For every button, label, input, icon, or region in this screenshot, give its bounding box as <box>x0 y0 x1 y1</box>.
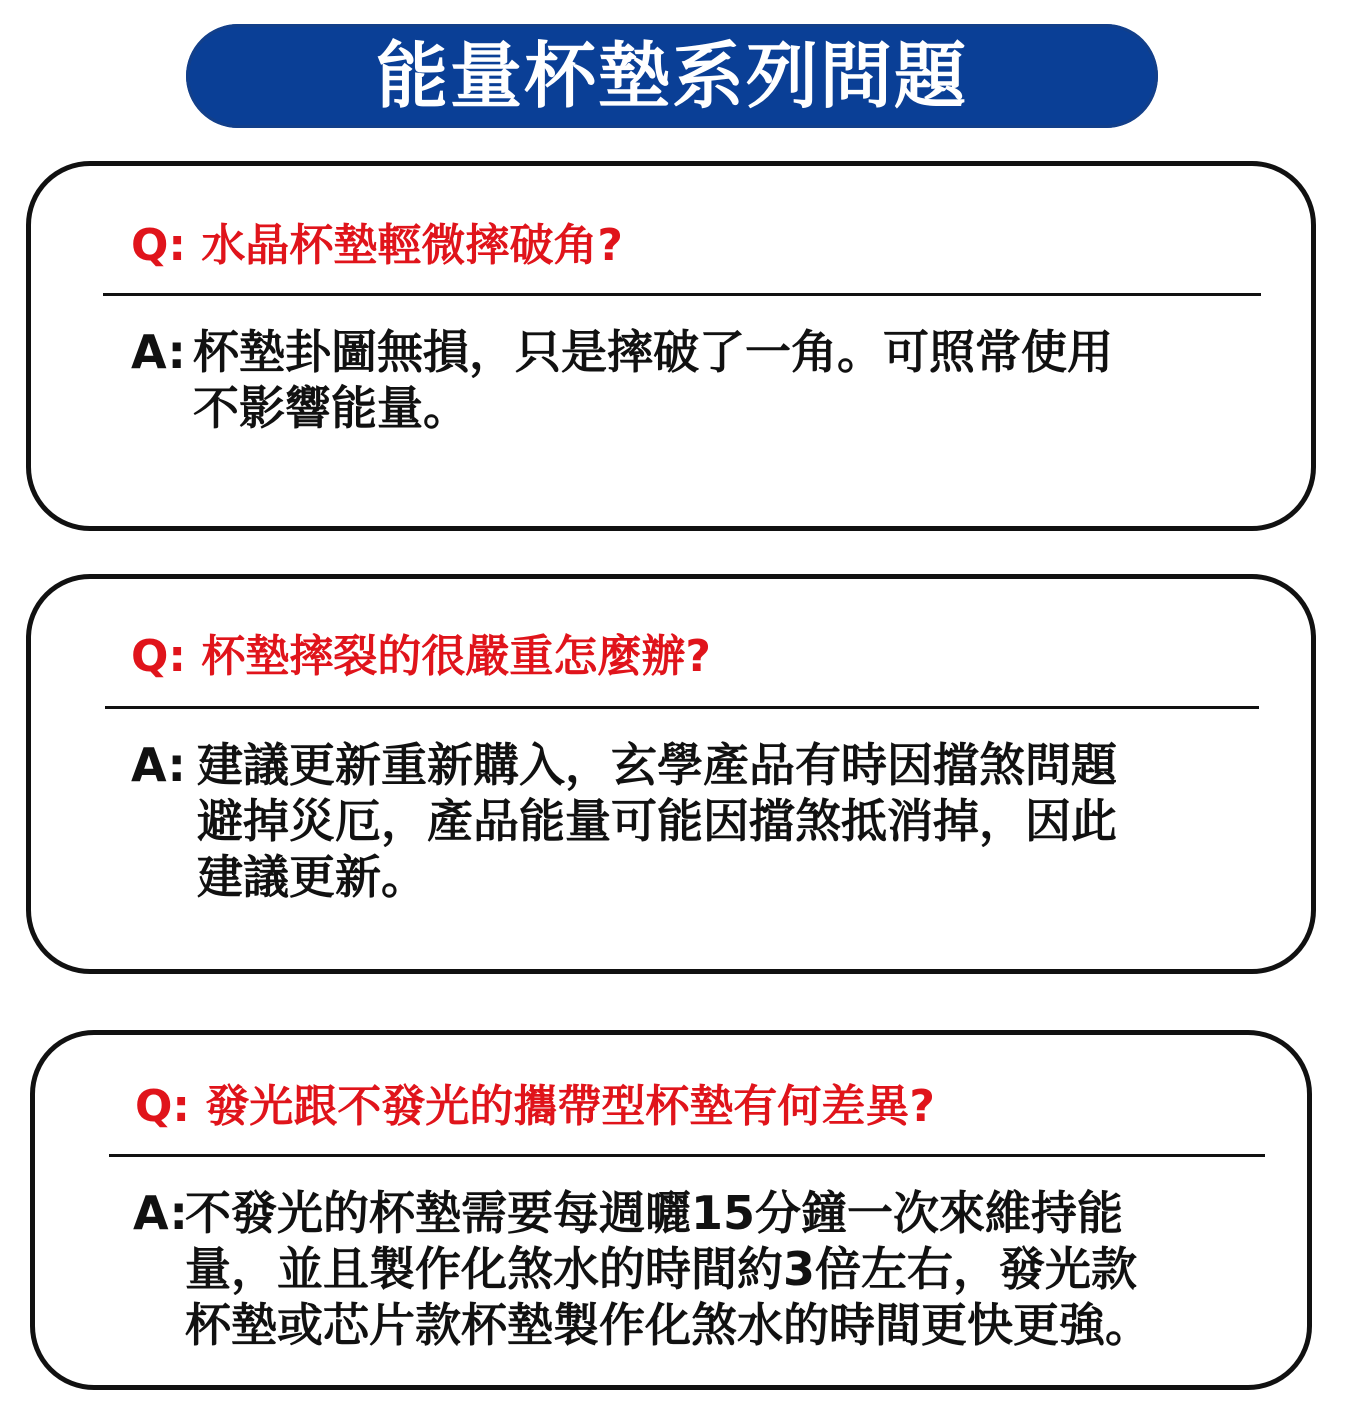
answer-prefix: A: <box>133 1186 188 1240</box>
faq-question <box>131 631 711 684</box>
faq-card-1 <box>26 161 1316 531</box>
faq-question <box>131 220 623 273</box>
question-text: 水晶杯墊輕微摔破角? <box>201 220 623 271</box>
answer-text <box>197 737 1117 905</box>
answer-line: 建議更新。 <box>197 850 427 904</box>
answer-prefix: A: <box>131 738 186 792</box>
question-prefix: Q: <box>135 1081 190 1132</box>
title-banner <box>186 24 1158 128</box>
answer-text <box>193 324 1113 436</box>
question-text: 杯墊摔裂的很嚴重怎麼辦? <box>201 631 711 682</box>
question-text: 發光跟不發光的攜帶型杯墊有何差異? <box>205 1081 935 1132</box>
answer-text <box>185 1185 1151 1353</box>
answer-line: 避掉災厄，產品能量可能因擋煞抵消掉，因此 <box>197 794 1117 848</box>
faq-card-3 <box>30 1030 1312 1390</box>
page-title: 能量杯墊系列問題 <box>375 33 968 118</box>
answer-line: 量，並且製作化煞水的時間約3倍左右，發光款 <box>185 1242 1138 1296</box>
answer-prefix: A: <box>131 325 186 379</box>
answer-line: 杯墊或芯片款杯墊製作化煞水的時間更快更強。 <box>185 1298 1151 1352</box>
divider <box>105 706 1259 709</box>
faq-card-2 <box>26 574 1316 974</box>
answer-line: 杯墊卦圖無損，只是摔破了一角。可照常使用 <box>193 325 1113 379</box>
faq-question <box>135 1081 935 1134</box>
question-prefix: Q: <box>131 220 186 271</box>
answer-line: 不影響能量。 <box>193 381 469 435</box>
divider <box>103 293 1261 296</box>
divider <box>109 1154 1265 1157</box>
answer-line: 建議更新重新購入，玄學產品有時因擋煞問題 <box>197 738 1117 792</box>
question-prefix: Q: <box>131 631 186 682</box>
answer-line: 不發光的杯墊需要每週曬15分鐘一次來維持能 <box>185 1186 1124 1240</box>
